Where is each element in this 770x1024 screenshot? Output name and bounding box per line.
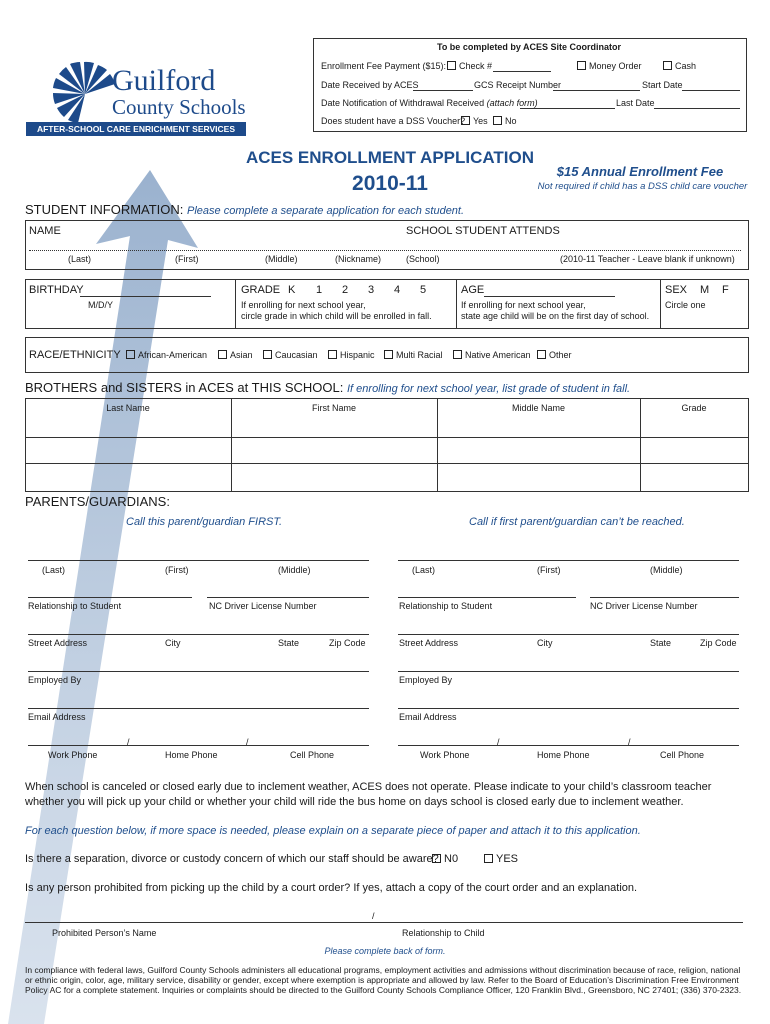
parent1-first: (First) xyxy=(165,565,189,575)
school-label: SCHOOL STUDENT ATTENDS xyxy=(406,225,560,237)
checkbox-icon xyxy=(663,61,672,70)
cash-option[interactable]: Cash xyxy=(663,61,696,71)
compliance-statement: In compliance with federal laws, Guilford County Schools administers all educational programs, employment activities and admissions without discrimination because of race, religion, national or ethnic origin, color, age, military service, disability or gender, except where exemption is appropriate and allowed by law. Refer to the Board of Education’s Discrimination Free Environment Policy AC for a complete statement. Inquiries or complaints should be directed to the Guilford County Schools Compliance Officer, 120 Franklin Blvd., Greensboro, NC 27401; (336) 370-2323. xyxy=(25,965,742,995)
custody-no-option[interactable]: N0 xyxy=(432,853,458,865)
withdrawal-label: Date Notification of Withdrawal Received (attach form) xyxy=(321,98,538,108)
checkbox-icon xyxy=(263,350,272,359)
parent2-state: State xyxy=(650,638,672,648)
checkbox-icon xyxy=(493,116,502,125)
back-of-form-note: Please complete back of form. xyxy=(324,946,446,956)
grade-3[interactable]: 3 xyxy=(368,284,375,296)
grade-2[interactable]: 2 xyxy=(342,284,349,296)
race-multi-racial[interactable]: Multi Racial xyxy=(384,350,443,360)
parent1-city: City xyxy=(165,638,181,648)
logo-name-line1: Guilford xyxy=(112,64,216,97)
siblings-col-last: Last Name xyxy=(106,403,150,413)
first-call-note: Call this parent/guardian FIRST. xyxy=(126,516,283,528)
sex-m[interactable]: M xyxy=(700,284,710,296)
parent2-middle: (Middle) xyxy=(650,565,683,575)
parent1-relationship: Relationship to Student xyxy=(28,601,122,611)
dss-no-option[interactable]: No xyxy=(493,116,517,126)
grade-5[interactable]: 5 xyxy=(420,284,427,296)
relationship-child-label: Relationship to Child xyxy=(402,928,485,938)
fee-payment-label: Enrollment Fee Payment ($15): xyxy=(321,61,447,71)
parent2-first: (First) xyxy=(537,565,561,575)
parent2-last: (Last) xyxy=(412,565,436,575)
name-last-sublabel: (Last) xyxy=(68,254,92,264)
parent2-work-phone: Work Phone xyxy=(420,750,470,760)
fee-heading: $15 Annual Enrollment Fee xyxy=(556,164,724,179)
parent1-slash-2: / xyxy=(246,737,249,747)
logo-tagline: AFTER-SCHOOL CARE ENRICHMENT SERVICES xyxy=(36,124,236,134)
checkbox-icon xyxy=(126,350,135,359)
checkbox-icon xyxy=(218,350,227,359)
checkbox-icon xyxy=(453,350,462,359)
sex-label: SEX xyxy=(665,284,688,296)
siblings-col-grade: Grade xyxy=(681,403,707,413)
parent2-employed: Employed By xyxy=(399,675,453,685)
name-nickname-sublabel: (Nickname) xyxy=(335,254,382,264)
parent1-work-phone: Work Phone xyxy=(48,750,98,760)
date-received-label: Date Received by ACES xyxy=(321,80,419,90)
parent1-middle: (Middle) xyxy=(278,565,311,575)
logo-name-line2: County Schools xyxy=(112,95,246,119)
start-date-label: Start Date xyxy=(642,80,683,90)
parent1-license: NC Driver License Number xyxy=(209,601,317,611)
second-call-note: Call if first parent/guardian can’t be reached. xyxy=(469,516,685,528)
explain-note: For each question below, if more space is needed, please explain on a separate piece of paper and attach it to this application. xyxy=(25,825,641,837)
parent1-employed: Employed By xyxy=(28,675,82,685)
race-label: RACE/ETHNICITY xyxy=(29,349,121,361)
race-caucasian[interactable]: Caucasian xyxy=(263,350,318,360)
gcs-receipt-label: GCS Receipt Number xyxy=(474,80,562,90)
race-native-american[interactable]: Native American xyxy=(453,350,531,360)
school-sublabel: (School) xyxy=(406,254,440,264)
mdy-label: M/D/Y xyxy=(88,300,114,310)
prohibited-name-label: Prohibited Person’s Name xyxy=(52,928,157,938)
checkbox-icon xyxy=(447,61,456,70)
parent2-home-phone: Home Phone xyxy=(537,750,590,760)
name-first-sublabel: (First) xyxy=(175,254,199,264)
checkbox-icon xyxy=(461,116,470,125)
court-order-question: Is any person prohibited from picking up the child by a court order? If yes, attach a copy of the court order and an explanation. xyxy=(25,882,638,894)
parent2-cell-phone: Cell Phone xyxy=(660,750,705,760)
parent1-email: Email Address xyxy=(28,712,86,722)
dss-yes-option[interactable]: Yes xyxy=(461,116,488,126)
age-note-1: If enrolling for next school year, xyxy=(461,300,586,310)
money-order-option[interactable]: Money Order xyxy=(577,61,642,71)
grade-note-2: circle grade in which child will be enrolled in fall. xyxy=(241,311,432,321)
parent2-city: City xyxy=(537,638,553,648)
checkbox-icon xyxy=(577,61,586,70)
form-year: 2010-11 xyxy=(352,172,428,195)
race-other[interactable]: Other xyxy=(537,350,572,360)
siblings-col-first: First Name xyxy=(311,403,356,413)
parent2-license: NC Driver License Number xyxy=(590,601,698,611)
custody-question: Is there a separation, divorce or custody concern of which our staff should be aware? xyxy=(25,853,439,865)
grade-1[interactable]: 1 xyxy=(316,284,323,296)
race-hispanic[interactable]: Hispanic xyxy=(328,350,375,360)
parent2-street: Street Address xyxy=(399,638,459,648)
sex-f[interactable]: F xyxy=(722,284,729,296)
grade-note-1: If enrolling for next school year, xyxy=(241,300,366,310)
last-date-label: Last Date xyxy=(616,98,655,108)
parent1-slash-1: / xyxy=(127,737,130,747)
parent1-last: (Last) xyxy=(42,565,66,575)
birthday-label: BIRTHDAY xyxy=(29,284,84,296)
siblings-col-middle: Middle Name xyxy=(511,403,566,413)
custody-yes-option[interactable]: YES xyxy=(484,853,518,865)
student-heading: STUDENT INFORMATION: Please complete a separate application for each student. xyxy=(25,202,465,217)
parent1-street: Street Address xyxy=(28,638,88,648)
form-title: ACES ENROLLMENT APPLICATION xyxy=(245,148,535,167)
coordinator-heading: To be completed by ACES Site Coordinator xyxy=(436,42,622,52)
parent1-cell-phone: Cell Phone xyxy=(290,750,335,760)
prohibited-slash: / xyxy=(372,911,375,921)
grade-k[interactable]: K xyxy=(288,284,296,296)
grade-4[interactable]: 4 xyxy=(394,284,401,296)
birthday-grade-section xyxy=(25,279,749,329)
parent2-zip: Zip Code xyxy=(700,638,737,648)
name-label: NAME xyxy=(29,225,61,237)
parent1-state: State xyxy=(278,638,300,648)
dss-question: Does student have a DSS Voucher? xyxy=(321,116,466,126)
parents-heading: PARENTS/GUARDIANS: xyxy=(25,494,170,509)
siblings-heading: BROTHERS and SISTERS in ACES at THIS SCHOOL: If enrolling for next school year, list grade of student in fall. xyxy=(25,380,631,395)
race-asian[interactable]: Asian xyxy=(218,350,253,360)
checkbox-icon xyxy=(484,854,493,863)
age-note-2: state age child will be on the first day of school. xyxy=(461,311,650,321)
name-middle-sublabel: (Middle) xyxy=(265,254,298,264)
guilford-logo-icon xyxy=(50,60,120,124)
checkbox-icon xyxy=(537,350,546,359)
parent1-home-phone: Home Phone xyxy=(165,750,218,760)
parent2-email: Email Address xyxy=(399,712,457,722)
checkbox-icon xyxy=(432,854,441,863)
race-african-american[interactable]: African-American xyxy=(126,350,207,360)
parent2-slash-1: / xyxy=(497,737,500,747)
parent2-slash-2: / xyxy=(628,737,631,747)
checkbox-icon xyxy=(328,350,337,359)
parent1-zip: Zip Code xyxy=(329,638,366,648)
fee-note: Not required if child has a DSS child care voucher xyxy=(537,181,748,192)
grade-label: GRADE xyxy=(241,284,281,296)
age-label: AGE xyxy=(461,284,485,296)
circle-one-note: Circle one xyxy=(665,300,706,310)
weather-notice: When school is canceled or closed early due to inclement weather, ACES does not operate. Please indicate to your child’s classroom teacher whether you will pick up your child or whether your child will ride the bus home on days school is closed early due to inclement weather. xyxy=(25,781,712,808)
check-option[interactable]: Check # xyxy=(447,61,492,71)
logo-tagline-bar xyxy=(26,122,246,136)
parent2-relationship: Relationship to Student xyxy=(399,601,493,611)
teacher-sublabel: (2010-11 Teacher - Leave blank if unknown) xyxy=(560,254,735,264)
checkbox-icon xyxy=(384,350,393,359)
